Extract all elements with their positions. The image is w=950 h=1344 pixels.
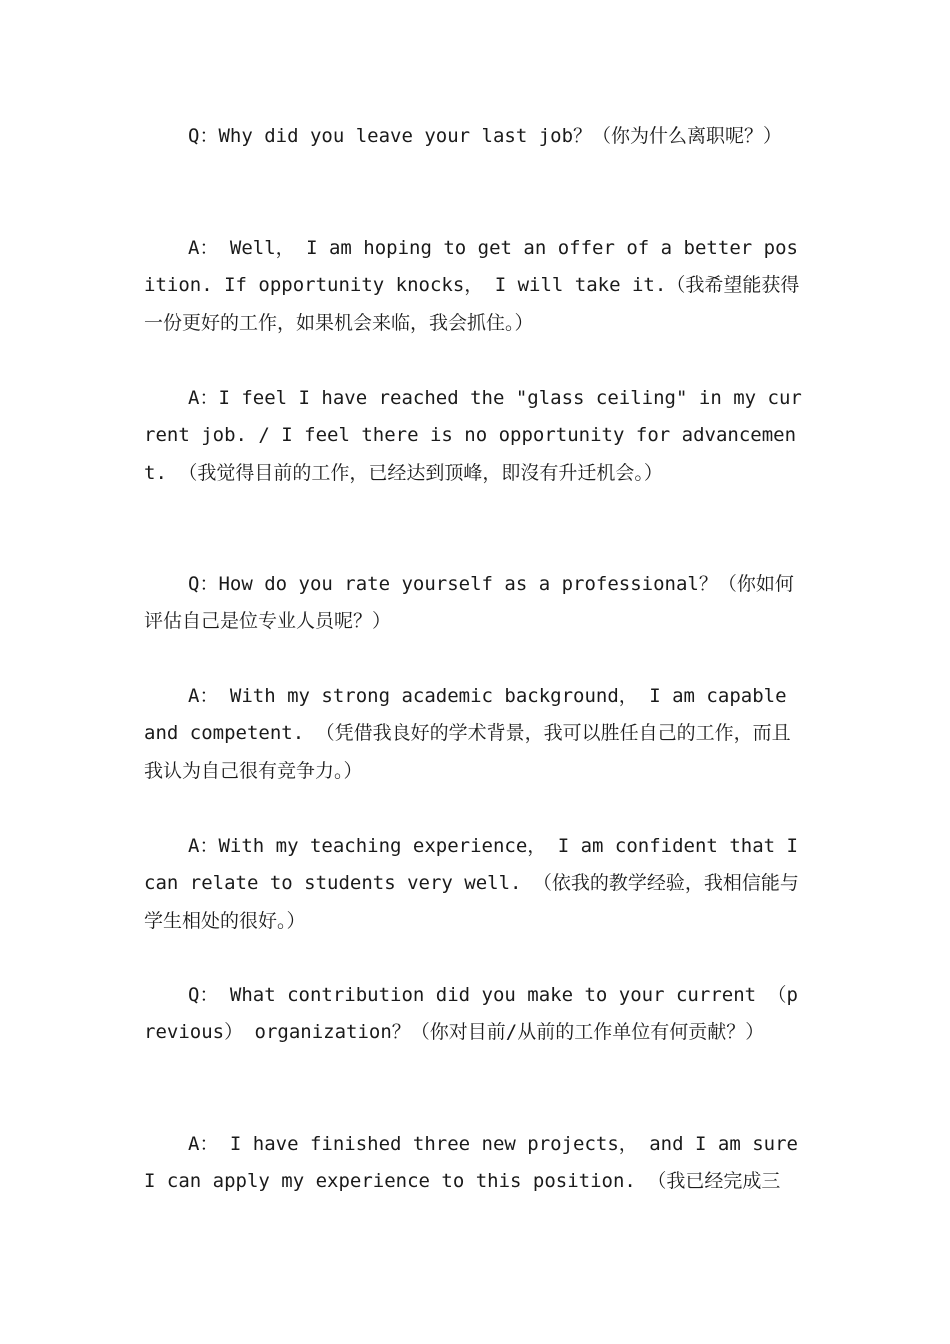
answer-academic-background: A： With my strong academic background， I am capable and competent. （凭借我良好的学术背景，我可以胜任自己的工作，而且我认为自己很有竞争力。） bbox=[144, 685, 791, 782]
answer-glass-ceiling: A：I feel I have reached the "glass ceiling" in my current job. / I feel there is no opportunity for advancement. （我觉得目前的工作，已经达到顶峰，即沒有升迁机会。） bbox=[144, 387, 802, 484]
answer-three-projects: A： I have finished three new projects， and I am sure I can apply my experience to this position. （我已经完成三 bbox=[144, 1133, 798, 1193]
answer-teaching-experience: A：With my teaching experience， I am confident that I can relate to students very well. （依我的教学经验，我相信能与学生相处的很好。） bbox=[144, 835, 799, 932]
question-why-leave: Q：Why did you leave your last job？（你为什么离职呢？） bbox=[188, 125, 783, 147]
question-rate-yourself: Q：How do you rate yourself as a professional？（你如何评估自己是位专业人员呢？） bbox=[144, 573, 794, 633]
question-contribution: Q： What contribution did you make to your current （previous） organization？（你对目前/从前的工作单位有何贡献？） bbox=[144, 984, 798, 1044]
answer-better-position: A： Well， I am hoping to get an offer of a better position. If opportunity knocks， I will take it.（我希望能获得一份更好的工作，如果机会来临，我会抓住。） bbox=[144, 237, 800, 334]
